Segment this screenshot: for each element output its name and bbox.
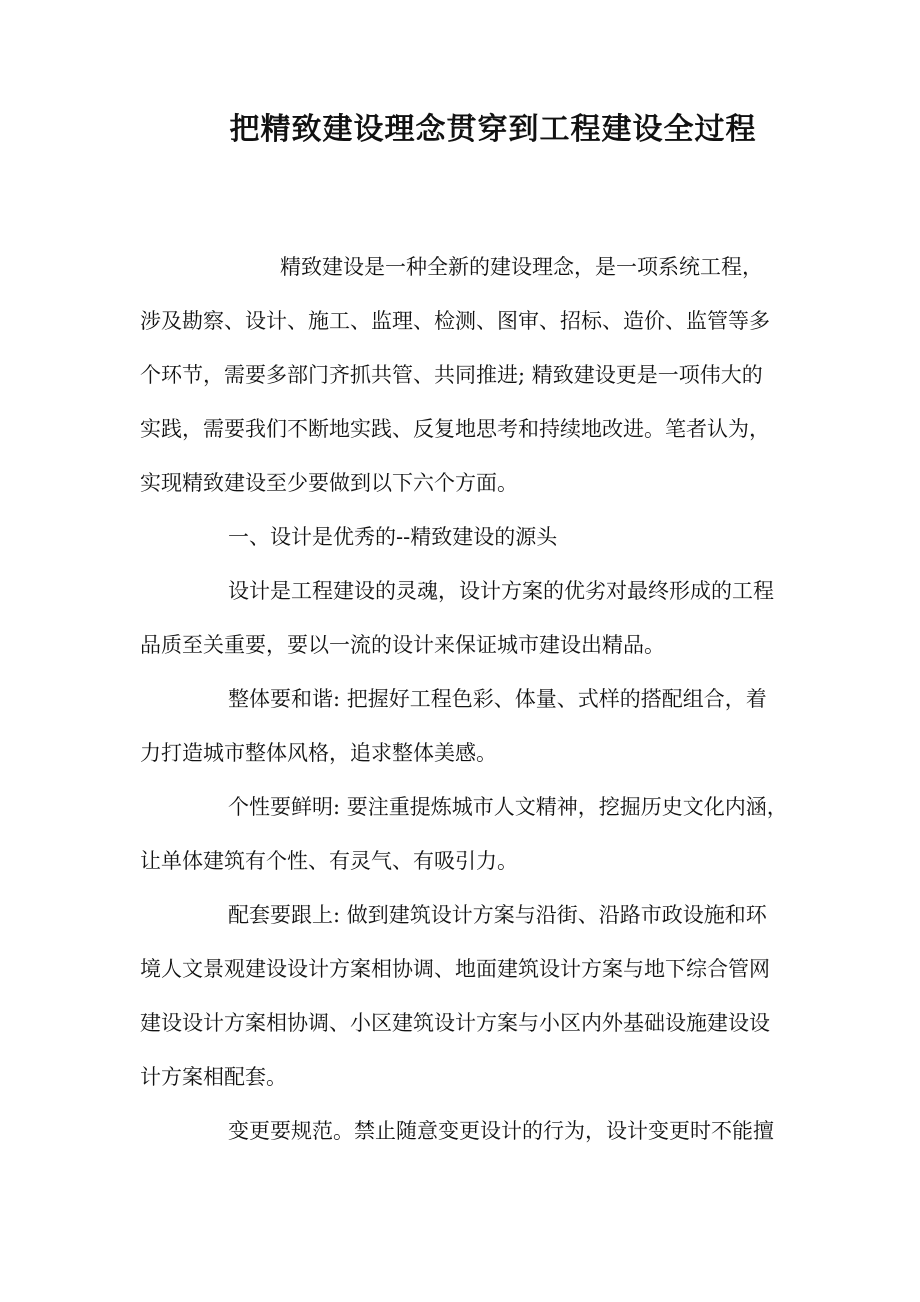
paragraph-line: 整体要和谐: 把握好工程色彩、体量、式样的搭配组合，着 [228, 687, 767, 711]
paragraph-line: 变更要规范。禁止随意变更设计的行为，设计变更时不能擅 [228, 1119, 774, 1143]
paragraph-line: 境人文景观建设设计方案相协调、地面建筑设计方案与地下综合管网 [140, 957, 770, 981]
paragraph-line: 个性要鲜明: 要注重提炼城市人文精神，挖掘历史文化内涵， [228, 795, 788, 819]
paragraph-line: 计方案相配套。 [140, 1065, 287, 1089]
paragraph-line: 精致建设是一种全新的建设理念，是一项系统工程， [280, 255, 763, 279]
paragraph-line: 让单体建筑有个性、有灵气、有吸引力。 [140, 849, 518, 873]
document-title: 把精致建设理念贯穿到工程建设全过程 [229, 112, 757, 147]
paragraph-line: 个环节，需要多部门齐抓共管、共同推进; 精致建设更是一项伟大的 [140, 363, 763, 387]
paragraph-line: 品质至关重要，要以一流的设计来保证城市建设出精品。 [140, 633, 665, 657]
paragraph-line: 设计是工程建设的灵魂，设计方案的优劣对最终形成的工程 [228, 579, 774, 603]
document-body [140, 240, 788, 1158]
paragraph-line: 涉及勘察、设计、施工、监理、检测、图审、招标、造价、监管等多 [140, 309, 770, 333]
paragraph-line: 实现精致建设至少要做到以下六个方面。 [140, 471, 518, 495]
section-heading: 一、设计是优秀的--精致建设的源头 [228, 525, 558, 549]
paragraph-line: 建设设计方案相协调、小区建筑设计方案与小区内外基础设施建设设 [140, 1011, 770, 1035]
paragraph-line: 实践，需要我们不断地实践、反复地思考和持续地改进。笔者认为， [140, 417, 770, 441]
paragraph-line: 配套要跟上: 做到建筑设计方案与沿街、沿路市政设施和环 [228, 903, 767, 927]
paragraph-line: 力打造城市整体风格，追求整体美感。 [140, 741, 497, 765]
